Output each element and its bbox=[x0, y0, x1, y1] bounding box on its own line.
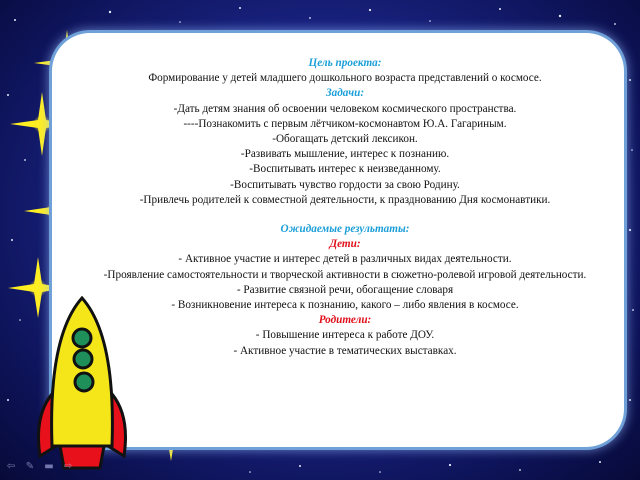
task-item: -Воспитывать чувство гордости за свою Родину. bbox=[230, 178, 460, 191]
task-item: ----Познакомить с первым лётчиком-космонавтом Ю.А. Гагариным. bbox=[183, 117, 507, 130]
children-result-item: - Развитие связной речи, обогащение словаря bbox=[236, 283, 454, 296]
task-item: -Развивать мышление, интерес к познанию. bbox=[240, 148, 450, 161]
task-item: -Дать детям знания об освоении человеком космического пространства. bbox=[173, 102, 517, 115]
children-result-item: - Активное участие и интерес детей в различных видах деятельности. bbox=[178, 253, 512, 266]
task-item: -Воспитывать интерес к неизведанному. bbox=[249, 163, 441, 176]
porthole-icon bbox=[73, 329, 91, 347]
menu-icon[interactable]: ▬ bbox=[44, 461, 54, 472]
slideshow-toolbar bbox=[4, 461, 75, 473]
porthole-icon bbox=[74, 350, 92, 368]
arrow-right-icon[interactable]: ⇨ bbox=[63, 461, 73, 472]
parents-result-item: - Повышение интереса к работе ДОУ. bbox=[255, 329, 435, 342]
arrow-left-icon[interactable]: ⇦ bbox=[6, 461, 16, 472]
task-item: -Привлечь родителей к совместной деятельности, к празднованию Дня космонавтики. bbox=[139, 193, 551, 206]
parents-result-item: - Активное участие в тематических выставках. bbox=[233, 344, 457, 357]
children-heading: Дети: bbox=[329, 238, 361, 251]
rocket-illustration bbox=[30, 296, 134, 480]
task-item: -Обогащать детский лексикон. bbox=[272, 133, 418, 146]
children-result-item: -Проявление самостоятельности и творческой активности в сюжетно-ролевой игровой деятельности. bbox=[103, 268, 587, 281]
slide-text bbox=[90, 56, 600, 359]
results-heading: Ожидаемые результаты: bbox=[280, 223, 410, 236]
porthole-icon bbox=[75, 373, 93, 391]
children-result-item: - Возникновение интереса к познанию, какого – либо явления в космосе. bbox=[171, 299, 519, 312]
parents-heading: Родители: bbox=[318, 314, 372, 327]
tasks-heading: Задачи: bbox=[325, 87, 365, 100]
goal-heading: Цель проекта: bbox=[308, 57, 382, 69]
pen-icon[interactable]: ✎ bbox=[25, 461, 35, 472]
goal-text: Формирование у детей младшего дошкольного возраста представлений о космосе. bbox=[148, 72, 542, 85]
